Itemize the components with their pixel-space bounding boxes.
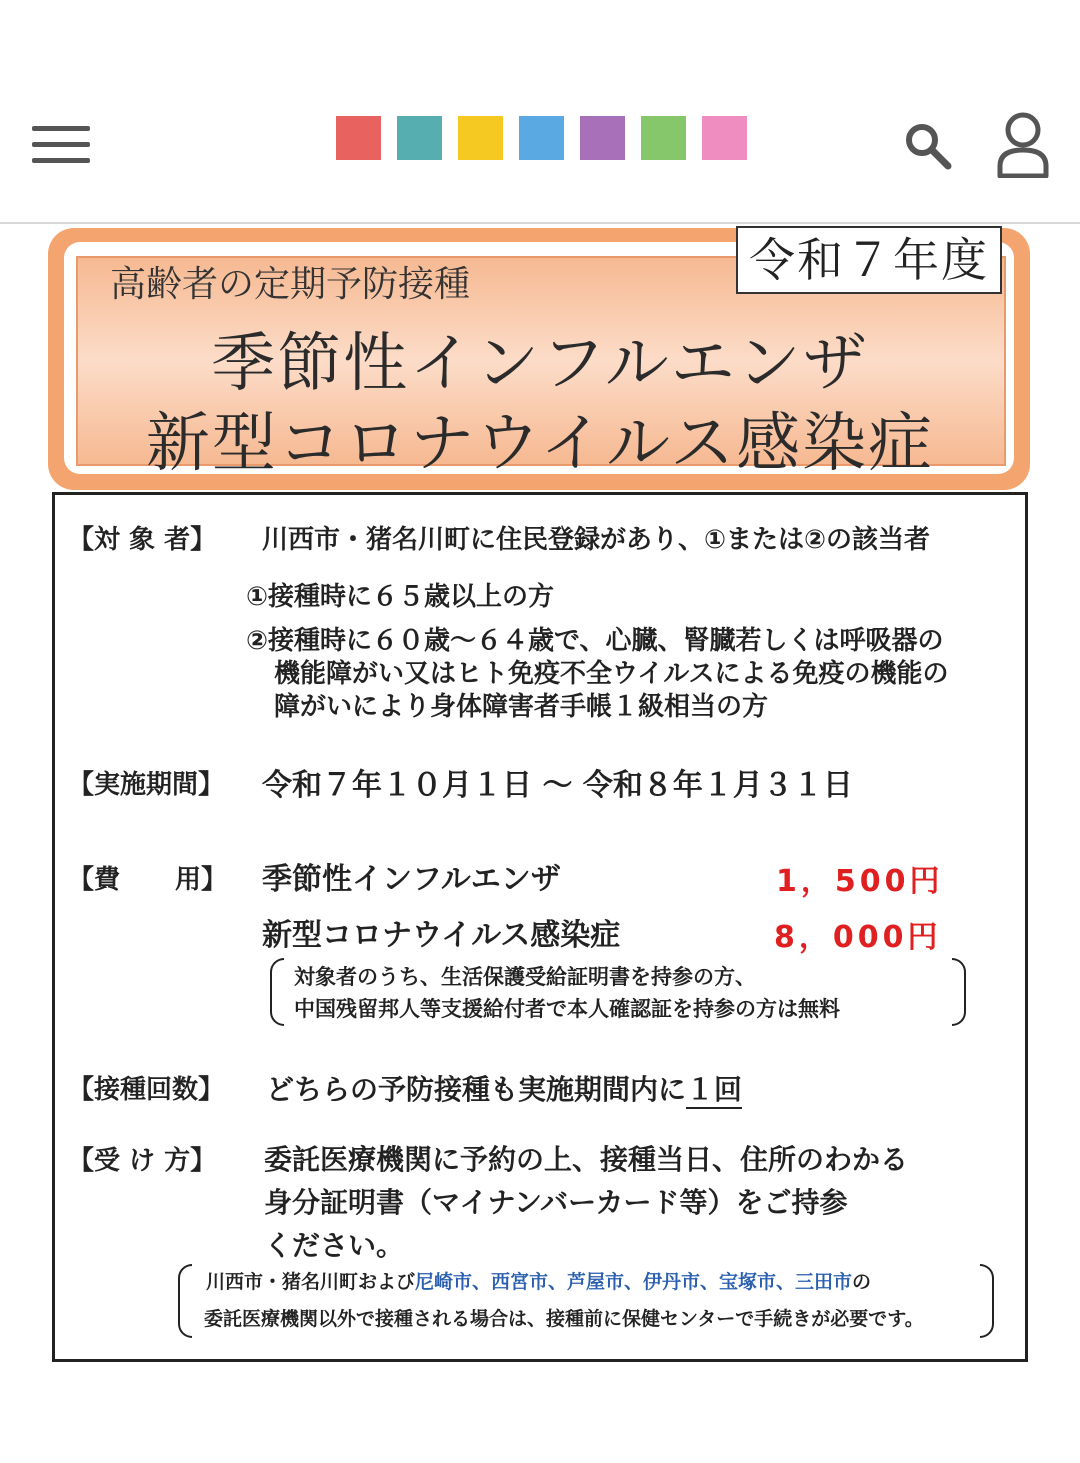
method-line1: 委託医療機関に予約の上、接種当日、住所のわかる [264, 1143, 909, 1176]
site-logo[interactable] [336, 116, 747, 160]
target-label: 【対 象 者】 [68, 525, 217, 555]
cost-label: 【費 用】 [68, 865, 228, 895]
method-note-suffix: の [852, 1271, 872, 1293]
target-text: 川西市・猪名川町に住民登録があり、①または②の該当者 [262, 525, 931, 555]
menu-icon[interactable] [32, 124, 90, 166]
method-note-line1 [206, 1267, 871, 1294]
cost-influenza: 季節性インフルエンザ [262, 862, 561, 897]
method-note-prefix: 川西市・猪名川町および [206, 1271, 416, 1293]
banner-title-covid: 新型コロナウイルス感染症 [145, 407, 935, 481]
period-label: 【実施期間】 [68, 770, 225, 800]
search-icon[interactable] [902, 120, 954, 172]
cost-note-line2: 中国残留邦人等支援給付者で本人確認証を持参の方は無料 [294, 997, 840, 1021]
method-note-bracket-right [980, 1264, 994, 1338]
logo-square-7 [702, 116, 747, 160]
method-line2: 身分証明書（マイナンバーカード等）をご持参 [264, 1186, 848, 1219]
period-text: 令和７年１０月１日 ～ 令和８年１月３１日 [262, 768, 853, 803]
target-item-2-line3: 障がいにより身体障害者手帳１級相当の方 [274, 692, 769, 722]
target-item-2-line2: 機能障がい又はヒト免疫不全ウイルスによる免疫の機能の [274, 659, 949, 689]
logo-square-3 [458, 116, 503, 160]
logo-square-4 [519, 116, 564, 160]
count-value: １回 [686, 1073, 742, 1109]
logo-square-5 [580, 116, 625, 160]
cost-covid-price: 8，000円 [774, 920, 942, 955]
app-header [0, 0, 1080, 224]
logo-square-1 [336, 116, 381, 160]
logo-square-6 [641, 116, 686, 160]
note-bracket-right [952, 958, 966, 1026]
method-note-line2: 委託医療機関以外で接種される場合は、接種前に保健センターで手続きが必要です。 [204, 1308, 924, 1330]
target-item-2-line1: ②接種時に６０歳～６４歳で、心臓、腎臓若しくは呼吸器の [246, 626, 944, 656]
banner-title-influenza: 季節性インフルエンザ [211, 327, 869, 401]
logo-square-2 [397, 116, 442, 160]
method-label: 【受 け 方】 [68, 1146, 217, 1176]
method-line3: ください。 [264, 1229, 405, 1262]
banner-subtitle: 高齢者の定期予防接種 [110, 264, 471, 305]
note-bracket-left [270, 958, 284, 1026]
count-label: 【接種回数】 [68, 1075, 225, 1105]
target-item-1: ①接種時に６５歳以上の方 [246, 582, 555, 612]
cost-influenza-price: 1，500円 [776, 864, 944, 899]
user-icon[interactable] [996, 110, 1050, 178]
count-text-main: どちらの予防接種も実施期間内に [266, 1073, 687, 1106]
method-note-bracket-left [178, 1264, 192, 1338]
cost-note-line1: 対象者のうち、生活保護受給証明書を持参の方、 [294, 965, 756, 989]
method-note-cities: 尼崎市、西宮市、芦屋市、伊丹市、宝塚市、三田市 [415, 1271, 853, 1293]
fiscal-year-label: 令和７年度 [736, 226, 1002, 294]
cost-covid: 新型コロナウイルス感染症 [262, 918, 621, 953]
count-text [266, 1068, 742, 1108]
